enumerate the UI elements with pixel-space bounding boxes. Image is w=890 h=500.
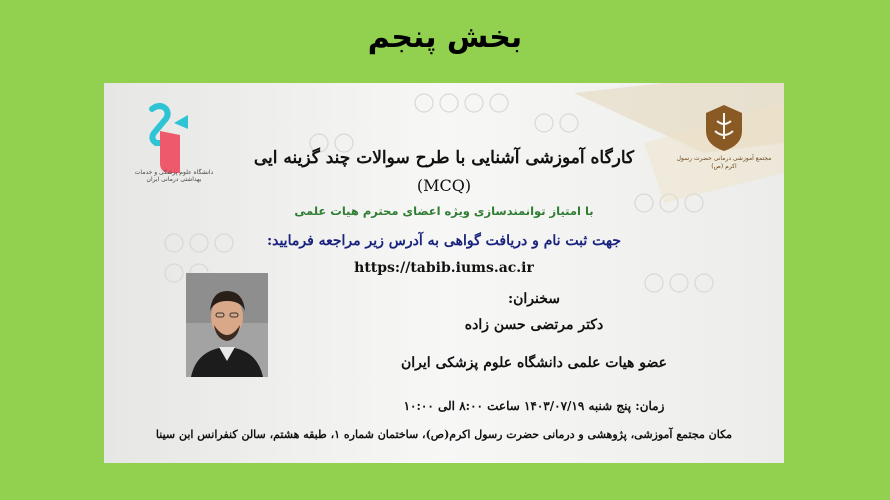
event-time: زمان: پنج شنبه ۱۴۰۳/۰۷/۱۹ ساعت ۸:۰۰ الی ۱۰:۰۰: [403, 399, 665, 413]
privilege-note: با امتیاز توانمندسازی ویژه اعضای محترم هیات علمی: [294, 204, 594, 218]
university-logo-caption: دانشگاه علوم پزشکی و خدمات بهداشتی درمانی ایران: [134, 169, 214, 183]
workshop-poster: [104, 83, 784, 463]
workshop-subtitle-mcq: (MCQ): [416, 176, 472, 195]
event-location: مکان مجتمع آموزشی، پژوهشی و درمانی حضرت رسول اکرم(ص)، ساختمان شماره ۱، طبقه هشتم، سالن کنفرانس ابن سینا: [155, 428, 733, 441]
speaker-role: عضو هیات علمی دانشگاه علوم پزشکی ایران: [401, 355, 667, 371]
registration-note: جهت ثبت نام و دریافت گواهی به آدرس زیر مراجعه فرمایید:: [266, 233, 622, 249]
speaker-name: دکتر مرتضی حسن زاده: [464, 317, 604, 333]
section-title: بخش پنجم: [367, 20, 523, 55]
workshop-title: کارگاه آموزشی آشنایی با طرح سوالات چند گزینه ایی: [253, 148, 635, 168]
speaker-label: سخنران:: [507, 291, 561, 307]
hospital-logo-caption: مجتمع آموزشی درمانی حضرت رسول اکرم (ص): [676, 155, 772, 170]
registration-url[interactable]: https://tabib.iums.ac.ir: [354, 260, 534, 276]
poster-content: [104, 83, 784, 463]
